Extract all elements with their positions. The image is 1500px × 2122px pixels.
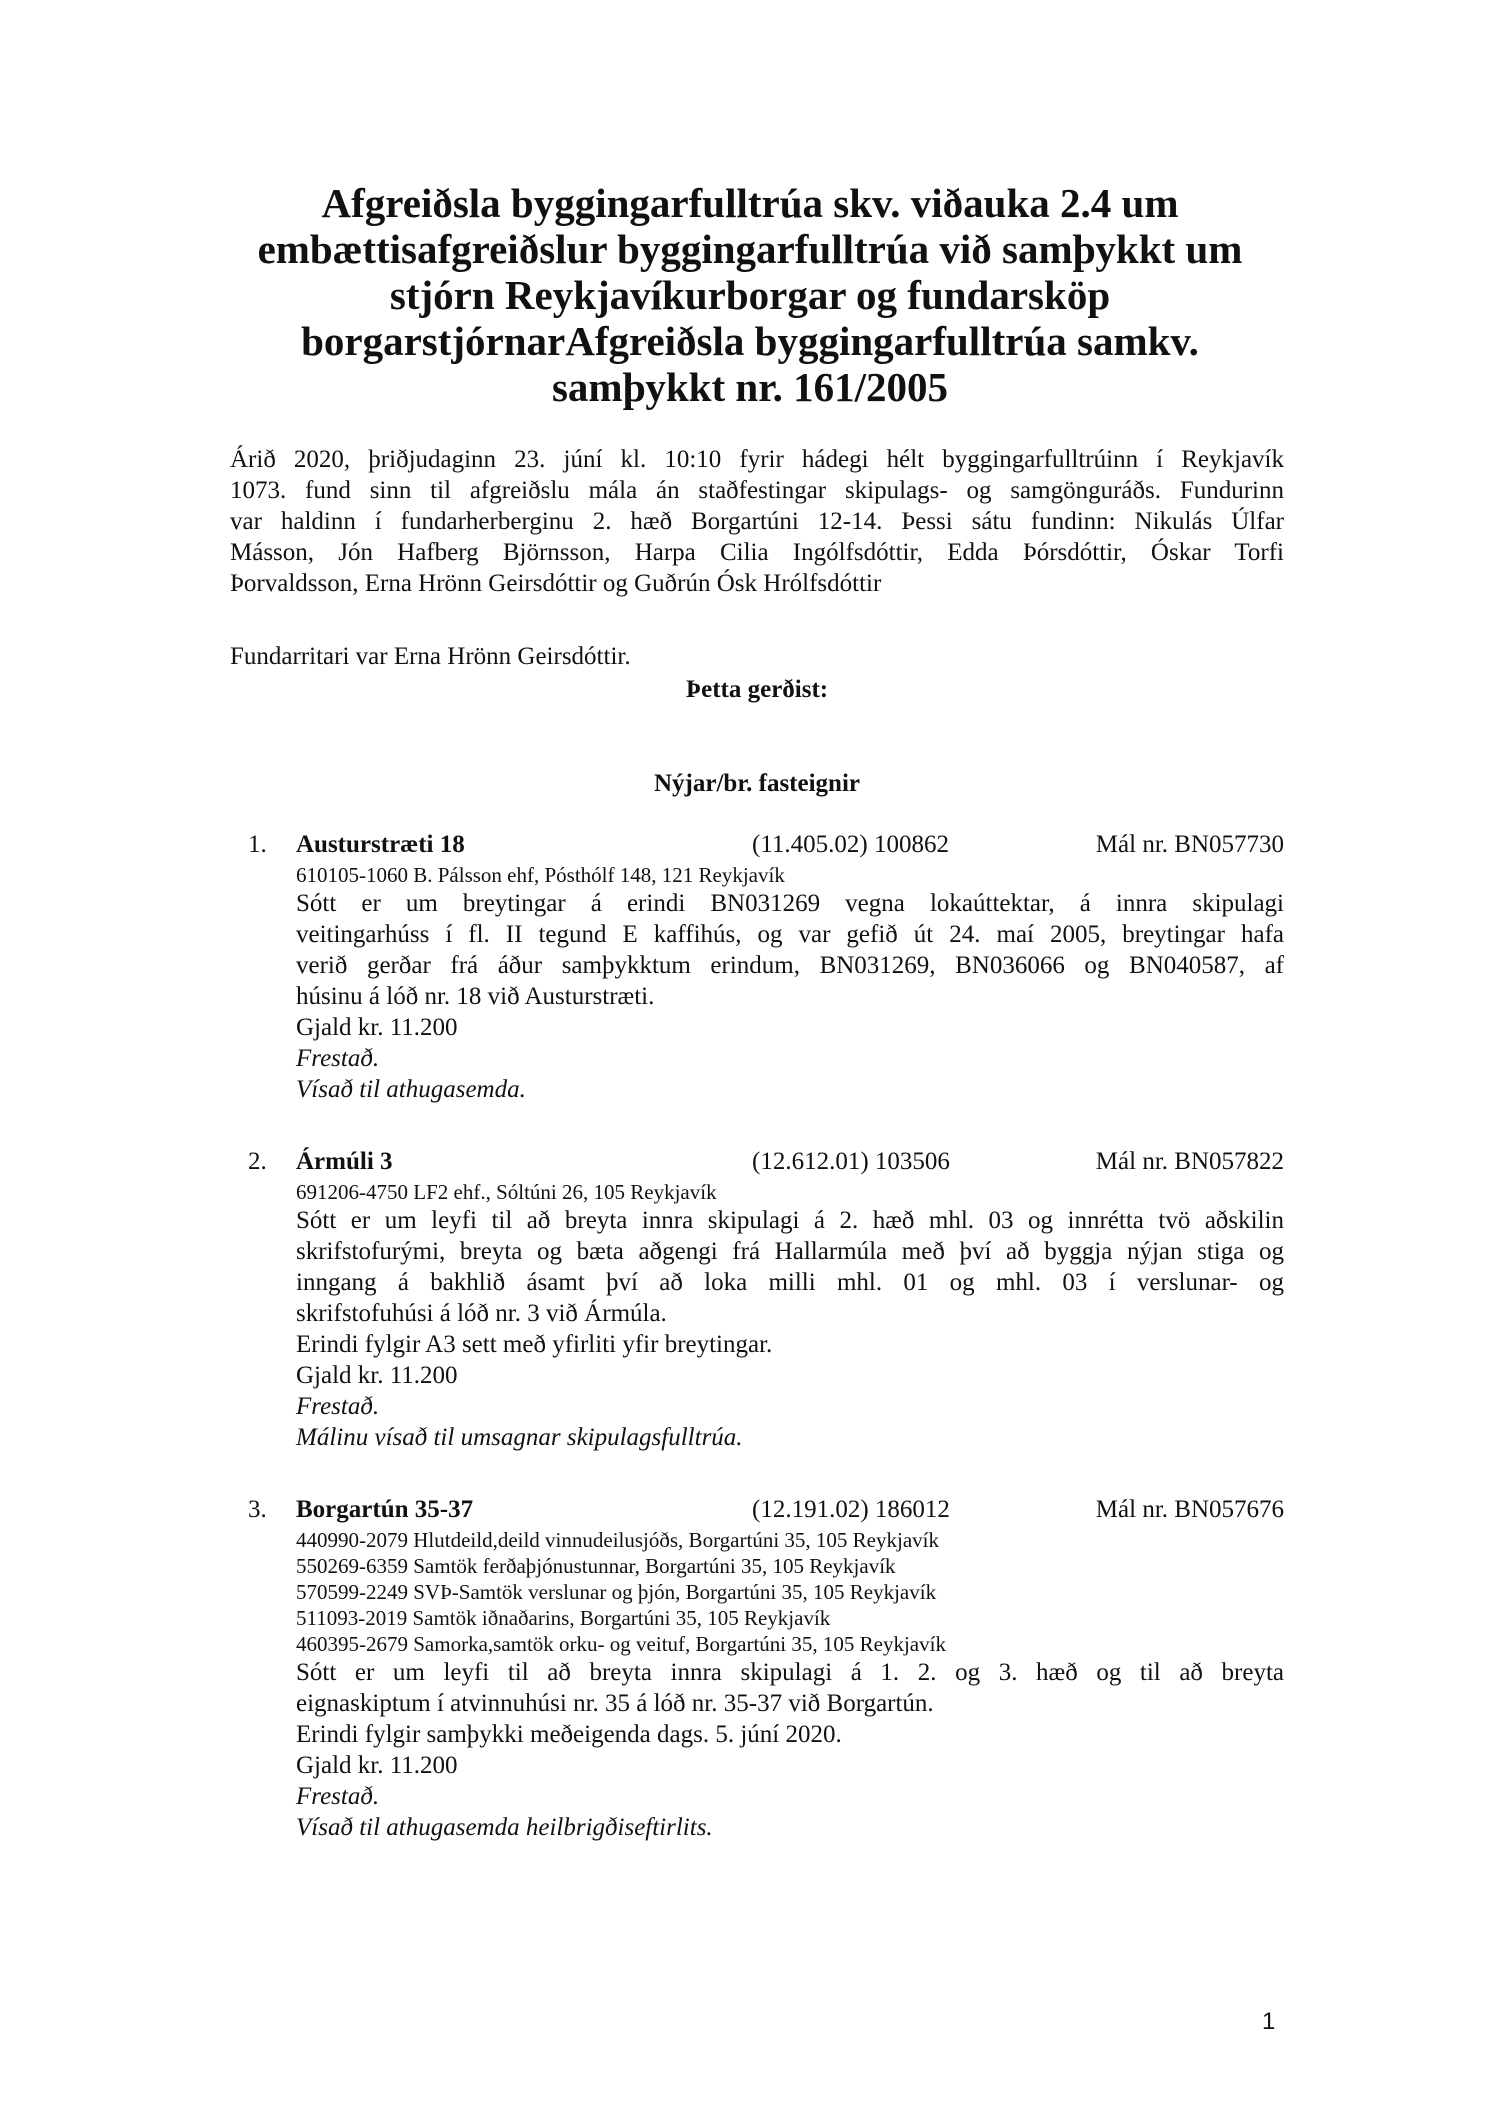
case-address: Borgartún 35-37 bbox=[296, 1496, 474, 1523]
description-line: Sótt er um leyfi til að breyta innra skipulagi á 1. 2. og 3. hæð og til að breyta bbox=[296, 1659, 1284, 1686]
description-line: eignaskiptum í atvinnuhúsi nr. 35 á lóð nr. 35-37 við Borgartún. bbox=[296, 1690, 934, 1717]
title-line: samþykkt nr. 161/2005 bbox=[551, 364, 949, 410]
description-line: Sótt er um breytingar á erindi BN031269 vegna lokaúttektar, á innra skipulagi bbox=[296, 890, 1284, 917]
case-property-ids: (12.191.02) 186012 bbox=[752, 1496, 950, 1523]
page-number: 1 bbox=[1262, 2008, 1276, 2035]
case-item bbox=[230, 1494, 1284, 1843]
description-line: skrifstofuhúsi á lóð nr. 3 við Ármúla. bbox=[296, 1300, 667, 1327]
case-status: Frestað. bbox=[296, 1045, 380, 1072]
case-number: 3. bbox=[248, 1496, 267, 1523]
description-line: verið gerðar frá áður samþykktum erindum, BN031269, BN036066 og BN040587, af bbox=[296, 952, 1284, 979]
case-fee: Gjald kr. 11.200 bbox=[296, 1014, 458, 1041]
case-owner: 570599-2249 SVÞ-Samtök verslunar og þjón, Borgartúni 35, 105 Reykjavík bbox=[296, 1580, 937, 1604]
title-line: embættisafgreiðslur byggingarfulltrúa við samþykkt um bbox=[257, 226, 1243, 272]
case-status: Frestað. bbox=[296, 1393, 380, 1420]
case-attachment: Erindi fylgir samþykki meðeigenda dags. 5. júní 2020. bbox=[296, 1721, 842, 1748]
case-number: 2. bbox=[248, 1148, 267, 1175]
case-fee: Gjald kr. 11.200 bbox=[296, 1752, 458, 1779]
meeting-secretary: Fundarritari var Erna Hrönn Geirsdóttir. bbox=[230, 643, 631, 670]
title-line: Afgreiðsla byggingarfulltrúa skv. viðauka 2.4 um bbox=[321, 180, 1179, 226]
description-line: inngang á bakhlið ásamt því að loka milli mhl. 01 og mhl. 03 í verslunar- og bbox=[296, 1269, 1284, 1296]
case-owner: 550269-6359 Samtök ferðaþjónustunnar, Borgartúni 35, 105 Reykjavík bbox=[296, 1554, 896, 1578]
case-reference: Mál nr. BN057676 bbox=[1095, 1496, 1284, 1523]
case-decision: Vísað til athugasemda. bbox=[296, 1076, 526, 1103]
case-description bbox=[296, 1205, 1284, 1329]
case-fee: Gjald kr. 11.200 bbox=[296, 1362, 458, 1389]
case-owner: 440990-2079 Hlutdeild,deild vinnudeilusjóðs, Borgartúni 35, 105 Reykjavík bbox=[296, 1528, 939, 1552]
meeting-intro bbox=[230, 444, 1284, 599]
intro-line: Þorvaldsson, Erna Hrönn Geirsdóttir og Guðrún Ósk Hrólfsdóttir bbox=[230, 570, 882, 597]
title-line: stjórn Reykjavíkurborgar og fundarsköp bbox=[389, 272, 1111, 318]
intro-line: Árið 2020, þriðjudaginn 23. júní kl. 10:10 fyrir hádegi hélt byggingarfulltrúinn í Reykjavík bbox=[230, 446, 1284, 473]
proceedings-heading: Þetta gerðist: bbox=[685, 676, 829, 703]
case-owner: 460395-2679 Samorka,samtök orku- og veituf, Borgartúni 35, 105 Reykjavík bbox=[296, 1632, 946, 1656]
description-line: húsinu á lóð nr. 18 við Austurstræti. bbox=[296, 983, 655, 1010]
case-owner: 610105-1060 B. Pálsson ehf, Pósthólf 148, 121 Reykjavík bbox=[296, 863, 785, 887]
case-description bbox=[296, 1657, 1284, 1719]
case-reference: Mál nr. BN057730 bbox=[1095, 831, 1284, 858]
case-address: Ármúli 3 bbox=[296, 1148, 393, 1175]
document-title bbox=[230, 180, 1270, 410]
case-number: 1. bbox=[248, 831, 267, 858]
case-decision: Vísað til athugasemda heilbrigðiseftirlits. bbox=[296, 1814, 713, 1841]
intro-line: var haldinn í fundarherberginu 2. hæð Borgartúni 12-14. Þessi sátu fundinn: Nikulás Úlfar bbox=[230, 508, 1284, 535]
case-item bbox=[230, 1146, 1284, 1453]
description-line: skrifstofurými, breyta og bæta aðgengi frá Hallarmúla með því að byggja nýjan stiga og bbox=[296, 1238, 1284, 1265]
section-title: Nýjar/br. fasteignir bbox=[654, 770, 860, 797]
case-property-ids: (12.612.01) 103506 bbox=[752, 1148, 950, 1175]
case-reference: Mál nr. BN057822 bbox=[1095, 1148, 1284, 1175]
intro-line: 1073. fund sinn til afgreiðslu mála án staðfestingar skipulags- og samgönguráðs. Fundurinn bbox=[230, 477, 1284, 504]
case-attachment: Erindi fylgir A3 sett með yfirliti yfir breytingar. bbox=[296, 1331, 773, 1358]
description-line: veitingarhúss í fl. II tegund E kaffihús, og var gefið út 24. maí 2005, breytingar hafa bbox=[296, 921, 1284, 948]
description-line: Sótt er um leyfi til að breyta innra skipulagi á 2. hæð mhl. 03 og innrétta tvö aðskilin bbox=[296, 1207, 1284, 1234]
case-owner: 511093-2019 Samtök iðnaðarins, Borgartúni 35, 105 Reykjavík bbox=[296, 1606, 831, 1630]
case-item bbox=[230, 829, 1284, 1105]
title-line: borgarstjórnarAfgreiðsla byggingarfulltrúa samkv. bbox=[301, 318, 1199, 364]
case-description bbox=[296, 888, 1284, 1012]
case-property-ids: (11.405.02) 100862 bbox=[752, 831, 949, 858]
case-status: Frestað. bbox=[296, 1783, 380, 1810]
intro-line: Másson, Jón Hafberg Björnsson, Harpa Cilia Ingólfsdóttir, Edda Þórsdóttir, Óskar Torfi bbox=[230, 539, 1284, 566]
case-decision: Málinu vísað til umsagnar skipulagsfulltrúa. bbox=[296, 1424, 743, 1451]
case-address: Austurstræti 18 bbox=[296, 831, 465, 858]
case-owner: 691206-4750 LF2 ehf., Sóltúni 26, 105 Reykjavík bbox=[296, 1180, 717, 1204]
